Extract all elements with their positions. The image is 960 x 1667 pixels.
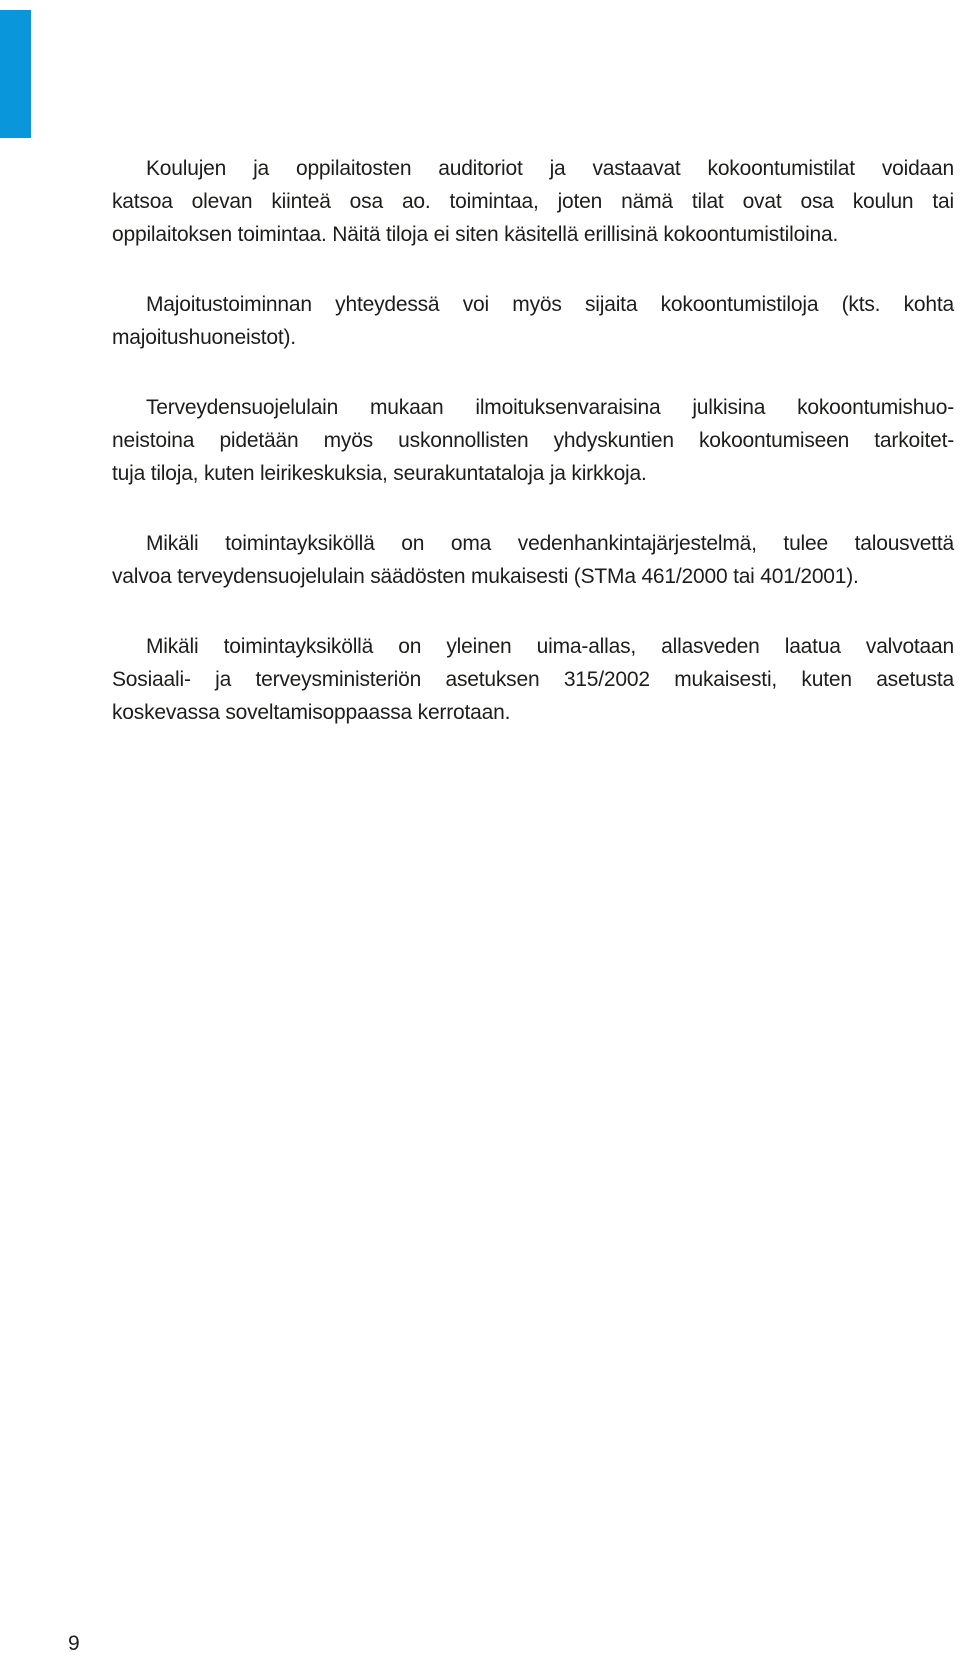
- text-line: Mikäli toimintayksiköllä on oma vedenhankintajärjestelmä, tulee talousvettä: [146, 532, 954, 555]
- text-line: katsoa olevan kiinteä osa ao. toimintaa, joten nämä tilat ovat osa koulun tai: [112, 190, 954, 213]
- text-line: majoitushuoneistot).: [112, 326, 296, 349]
- text-line: Sosiaali- ja terveysministeriön asetuksen 315/2002 mukaisesti, kuten asetusta: [112, 668, 954, 691]
- text-line: Majoitustoiminnan yhteydessä voi myös sijaita kokoontumistiloja (kts. kohta: [146, 293, 954, 316]
- paragraph-swimming-pool: [112, 630, 954, 729]
- paragraph-accommodation: [112, 288, 954, 354]
- text-line: Koulujen ja oppilaitosten auditoriot ja vastaavat kokoontumistilat voidaan: [146, 157, 954, 180]
- text-line: valvoa terveydensuojelulain säädösten mukaisesti (STMa 461/2000 tai 401/2001).: [112, 565, 859, 588]
- text-line: tuja tiloja, kuten leirikeskuksia, seurakuntataloja ja kirkkoja.: [112, 462, 647, 485]
- text-line: neistoina pidetään myös uskonnollisten yhdyskuntien kokoontumiseen tarkoitet-: [112, 429, 954, 452]
- document-body: [112, 152, 954, 766]
- text-line: Mikäli toimintayksiköllä on yleinen uima-allas, allasveden laatua valvotaan: [146, 635, 954, 658]
- paragraph-auditoriums: [112, 152, 954, 251]
- page-number: 9: [68, 1632, 80, 1655]
- text-line: Terveydensuojelulain mukaan ilmoituksenvaraisina julkisina kokoontumishuo-: [146, 396, 954, 419]
- paragraph-water-supply: [112, 527, 954, 593]
- accent-bar: [0, 10, 31, 138]
- text-line: oppilaitoksen toimintaa. Näitä tiloja ei siten käsitellä erillisinä kokoontumistiloina.: [112, 223, 839, 246]
- text-line: koskevassa soveltamisoppaassa kerrotaan.: [112, 701, 511, 724]
- paragraph-health-protection: [112, 391, 954, 490]
